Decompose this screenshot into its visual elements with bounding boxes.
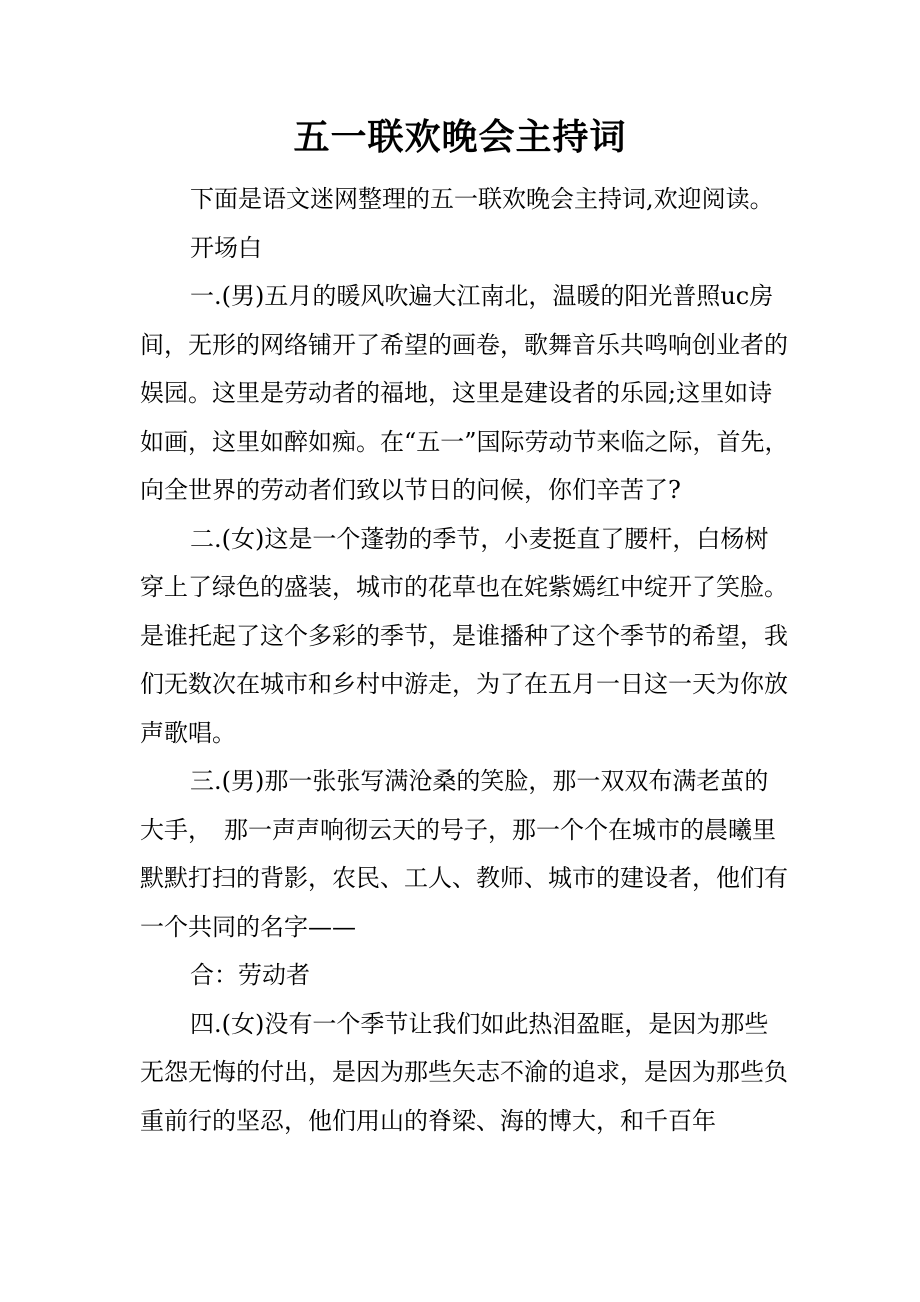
document-body bbox=[140, 175, 790, 1145]
chorus-line: 合：劳动者 bbox=[190, 961, 310, 989]
paragraph-four: 四.(女)没有一个季节让我们如此热泪盈眶，是因为那些无怨无悔的付出，是因为那些矢志不渝的追求，是因为那些负重前行的坚忍，他们用山的脊梁、海的博大，和千百年 bbox=[140, 1009, 788, 1135]
intro-paragraph: 下面是语文迷网整理的五一联欢晚会主持词,欢迎阅读。 bbox=[190, 185, 774, 213]
paragraph-one: 一.(男)五月的暖风吹遍大江南北，温暖的阳光普照uc房间，无形的网络铺开了希望的画卷，歌舞音乐共鸣响创业者的娱园。这里是劳动者的福地，这里是建设者的乐园;这里如诗如画，这里如醉如痴。在“五一”国际劳动节来临之际，首先，向全世界的劳动者们致以节日的问候，你们辛苦了? bbox=[140, 282, 789, 504]
section-heading-opening: 开场白 bbox=[190, 233, 262, 262]
paragraph-two: 二.(女)这是一个蓬勃的季节，小麦挺直了腰杆，白杨树穿上了绿色的盛装，城市的花草也在姹紫嫣红中绽开了笑脸。是谁托起了这个多彩的季节，是谁播种了这个季节的希望，我们无数次在城市和乡村中游走，为了在五月一日这一天为你放声歌唱。 bbox=[140, 524, 788, 747]
paragraph-three: 三.(男)那一张张写满沧桑的笑脸，那一双双布满老茧的大手， 那一声声响彻云天的号子，那一个个在城市的晨曦里默默打扫的背影，农民、工人、教师、城市的建设者，他们有一个共同的名字—— bbox=[140, 767, 788, 941]
document-title: 五一联欢晚会主持词 bbox=[293, 116, 627, 158]
